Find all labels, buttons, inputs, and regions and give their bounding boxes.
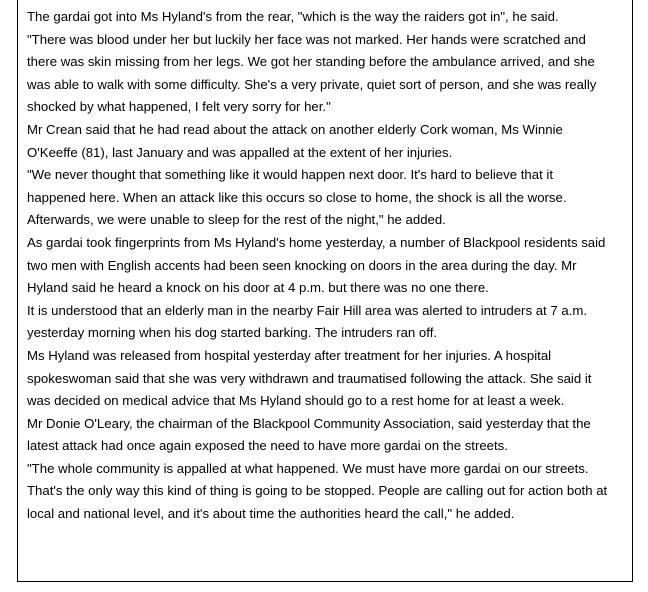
text-line: Mr Donie O'Leary, the chairman of the Blackpool Community Association, said yesterday that the (27, 415, 591, 431)
text-line: O'Keeffe (81), last January and was appalled at the extent of her injuries. (27, 144, 453, 160)
text-line: was decided on medical advice that Ms Hyland should go to a rest home for at least a week. (27, 393, 565, 409)
text-line: Hyland said he heard a knock on his door at 4 p.m. but there was no one there. (27, 280, 489, 296)
document-body (27, 6, 627, 526)
text-line: "The whole community is appalled at what happened. We must have more gardai on our streets. (27, 460, 589, 476)
text-line: "There was blood under her but luckily her face was not marked. Her hands were scratched and (27, 31, 586, 47)
text-line: yesterday morning when his dog started barking. The intruders ran off. (27, 325, 438, 341)
text-line: spokeswoman said that she was very withdrawn and traumatised following the attack. She said it (27, 370, 592, 386)
text-line: Ms Hyland was released from hospital yesterday after treatment for her injuries. A hospital (27, 347, 552, 363)
text-line: latest attack had once again exposed the need to have more gardai on the streets. (27, 438, 508, 454)
text-line: As gardai took fingerprints from Ms Hyland's home yesterday, a number of Blackpool residents said (27, 234, 606, 250)
text-line: Afterwards, we were unable to sleep for the rest of the night," he added. (27, 212, 446, 228)
text-line: local and national level, and it's about time the authorities heard the call," he added. (27, 506, 515, 522)
text-line: shocked by what happened, I felt very sorry for her." (27, 99, 331, 115)
text-line: It is understood that an elderly man in the nearby Fair Hill area was alerted to intruders at 7 a.m. (27, 302, 588, 318)
text-line: there was skin missing from her legs. We got her standing before the ambulance arrived, and she (27, 54, 595, 70)
text-line: The gardai got into Ms Hyland's from the rear, "which is the way the raiders got in", he said. (27, 9, 559, 24)
text-line: two men with English accents had been seen knocking on doors in the area during the day. Mr (27, 257, 577, 273)
text-line: Mr Crean said that he had read about the attack on another elderly Cork woman, Ms Winnie (27, 121, 563, 137)
text-line: "We never thought that something like it would happen next door. It's hard to believe that it (27, 167, 553, 183)
text-line: happened here. When an attack like this occurs so close to home, the shock is all the worse. (27, 189, 567, 205)
text-line: was able to walk with some difficulty. She's a very private, quiet sort of person, and she was really (27, 76, 597, 92)
text-line: That's the only way this kind of thing is going to be stopped. People are calling out for action both at (27, 483, 608, 499)
